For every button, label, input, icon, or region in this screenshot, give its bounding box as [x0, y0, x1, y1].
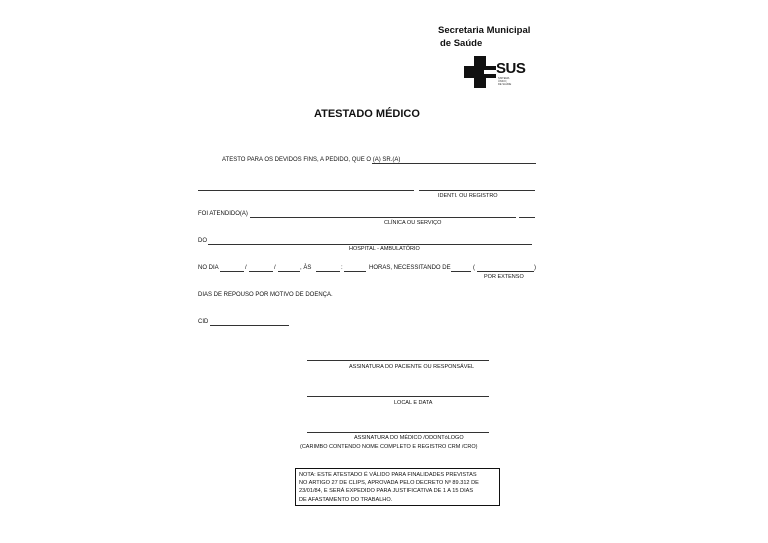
date-slash-1: / [245, 265, 247, 271]
intro-text: ATESTO PARA OS DEVIDOS FINS, A PEDIDO, QUE O (A) SR.(A) [222, 157, 401, 163]
secretaria-line2: de Saúde [440, 38, 483, 49]
attended-label: FOI ATENDIDO(A) [198, 211, 248, 217]
sus-sub-1: SISTEMA [498, 77, 510, 80]
sus-sub-3: DE SAÚDE [498, 83, 512, 87]
stamp-caption: (CARIMBO CONTENDO NOME COMPLETO E REGISTRO CRM /CRO) [300, 444, 478, 450]
days-extenso-line[interactable] [477, 271, 534, 272]
ident-line[interactable] [419, 190, 535, 191]
day-line[interactable] [220, 271, 244, 272]
clinic-line[interactable] [250, 217, 516, 218]
day-label: NO DIA [198, 265, 219, 271]
ident-caption: IDENTI. OU REGISTRO [438, 193, 498, 199]
hours-label: HORAS, NECESSITANDO DE [369, 265, 451, 271]
place-date-line[interactable] [307, 396, 489, 397]
month-line[interactable] [249, 271, 273, 272]
cid-label: CID [198, 319, 209, 325]
date-slash-2: / [274, 265, 276, 271]
rest-text: DIAS DE REPOUSO POR MOTIVO DE DOENÇA. [198, 292, 333, 298]
cross-icon [464, 56, 496, 88]
time-colon: : [341, 265, 343, 271]
clinic-caption: CLÍNICA OU SERVIÇO [384, 220, 442, 226]
patient-name-line[interactable] [372, 163, 536, 164]
paren-open: ( [473, 265, 475, 271]
patient-signature-caption: ASSINATURA DO PACIENTE OU RESPONSÁVEL [349, 364, 475, 370]
sus-sub-2: ÚNICO [498, 80, 507, 84]
as-label: , ÀS [300, 265, 312, 271]
note-line-3: 23/01/84, E SERÁ EXPEDIDO PARA JUSTIFICATIVA DE 1 A 15 DIAS [299, 488, 474, 495]
minute-line[interactable] [344, 271, 366, 272]
patient-name-line-2[interactable] [198, 190, 414, 191]
note-line-2: NO ARTIGO 27 DE CLIPS, APROVADA PELO DECRETO Nº 89.312 DE [299, 480, 479, 487]
doctor-signature-caption: ASSINATURA DO MÉDICO /ODONTóLOGO [354, 435, 464, 441]
clinic-line-end[interactable] [519, 217, 535, 218]
extenso-caption: POR EXTENSO [484, 274, 524, 280]
secretaria-line1: Secretaria Municipal [438, 25, 531, 36]
note-line-4: DE AFASTAMENTO DO TRABALHO. [299, 496, 393, 503]
hospital-caption: HOSPITAL - AMBULATÓRIO [349, 246, 420, 252]
days-number-line[interactable] [451, 271, 471, 272]
year-line[interactable] [278, 271, 300, 272]
do-label: DO [198, 238, 207, 244]
paren-close: ) [534, 265, 536, 271]
sus-logo-text: SUS [496, 60, 526, 77]
note-line-1: NOTA: ESTE ATESTADO É VÁLIDO PARA FINALIDADES PREVISTAS [299, 472, 477, 478]
patient-signature-line[interactable] [307, 360, 489, 361]
document-title: ATESTADO MÉDICO [314, 108, 420, 120]
doctor-signature-line[interactable] [307, 432, 489, 433]
hour-line[interactable] [316, 271, 340, 272]
place-date-caption: LOCAL E DATA [394, 400, 433, 406]
note-box [295, 468, 500, 506]
hospital-line[interactable] [208, 244, 532, 245]
sus-logo [464, 56, 534, 92]
cid-line[interactable] [210, 325, 289, 326]
